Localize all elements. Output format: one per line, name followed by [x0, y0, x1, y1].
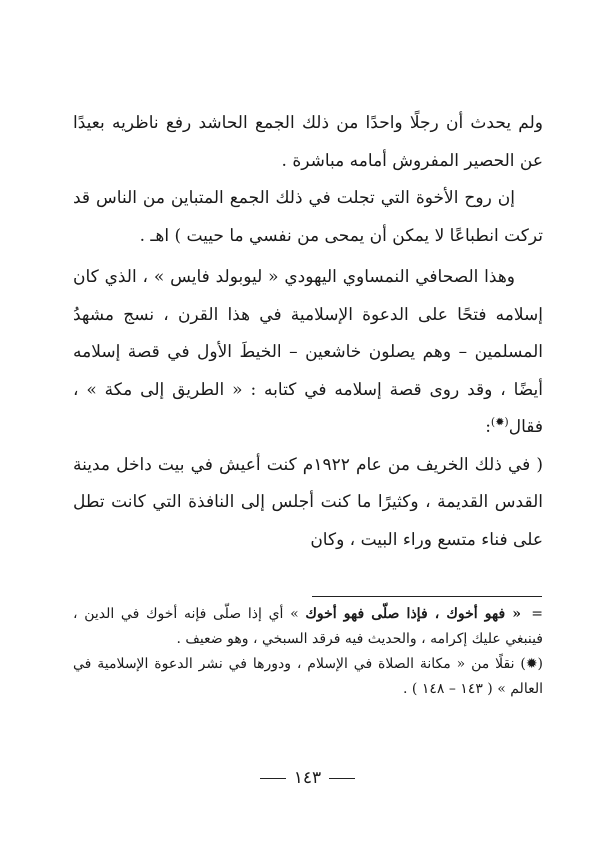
footnotes [73, 602, 543, 702]
footnote-divider [312, 596, 542, 597]
footnote-2 [73, 652, 543, 702]
paragraph-1: ولم يحدث أن رجلًا واحدًا من ذلك الجمع الحاشد رفع ناظريه بعيدًا عن الحصير المفروش أمامه مباشرة . [73, 113, 543, 171]
main-text [73, 105, 543, 559]
footnote-2-text: نقلًا من « مكانة الصلاة في الإسلام ، ودورها في نشر الدعوة الإسلامية في العالم » ( ١٤٣ – ١٤٨ ) . [73, 656, 543, 697]
page-number-dash-right [329, 778, 355, 779]
paragraph-3-text: وهذا الصحافي النمساوي اليهودي « ليوبولد فايس » ، الذي كان إسلامه فتحًا على الدعوة الإسلامية في هذا القرن ، نسج مشهدُ المسلمين – وهم يصلون خاشعين – الخيطَ الأول في قصة إسلامه أيضًا ، وقد روى قصة إسلامه في كتابه : « الطريق إلى مكة » ، فقال [73, 267, 543, 437]
page-number-dash-left [260, 778, 286, 779]
footnote-1-text: » أي إذا صلّى فإنه أخوك في الدين ، فينبغي عليك إكرامه ، والحديث فيه فرقد السبخي ، وهو ضعيف . [73, 606, 543, 647]
footnote-2-marker: (✹) [520, 656, 544, 672]
paragraph-2: إن روح الأخوة التي تجلت في ذلك الجمع المتباين من الناس قد تركت انطباعًا لا يمكن أن يمحى من نفسي ما حييت ) اهـ . [73, 188, 543, 246]
paragraph-3-colon: : [485, 417, 491, 437]
footnote-1-bold-text: « فهو أخوك ، فإذا صلّى فهو أخوك [305, 606, 522, 622]
footnote-marker: (✹) [490, 415, 509, 429]
footnote-1-continuation-mark: = [531, 606, 544, 622]
paragraph-3 [73, 259, 543, 447]
footnote-1 [73, 602, 543, 652]
page-number [0, 768, 615, 788]
page-number-value: ١٤٣ [293, 768, 322, 788]
paragraph-4: ( في ذلك الخريف من عام ١٩٢٢م كنت أعيش في بيت داخل مدينة القدس القديمة ، وكثيرًا ما كنت أجلس إلى النافذة التي كانت تطل على فناء متسع وراء البيت ، وكان [73, 454, 543, 550]
